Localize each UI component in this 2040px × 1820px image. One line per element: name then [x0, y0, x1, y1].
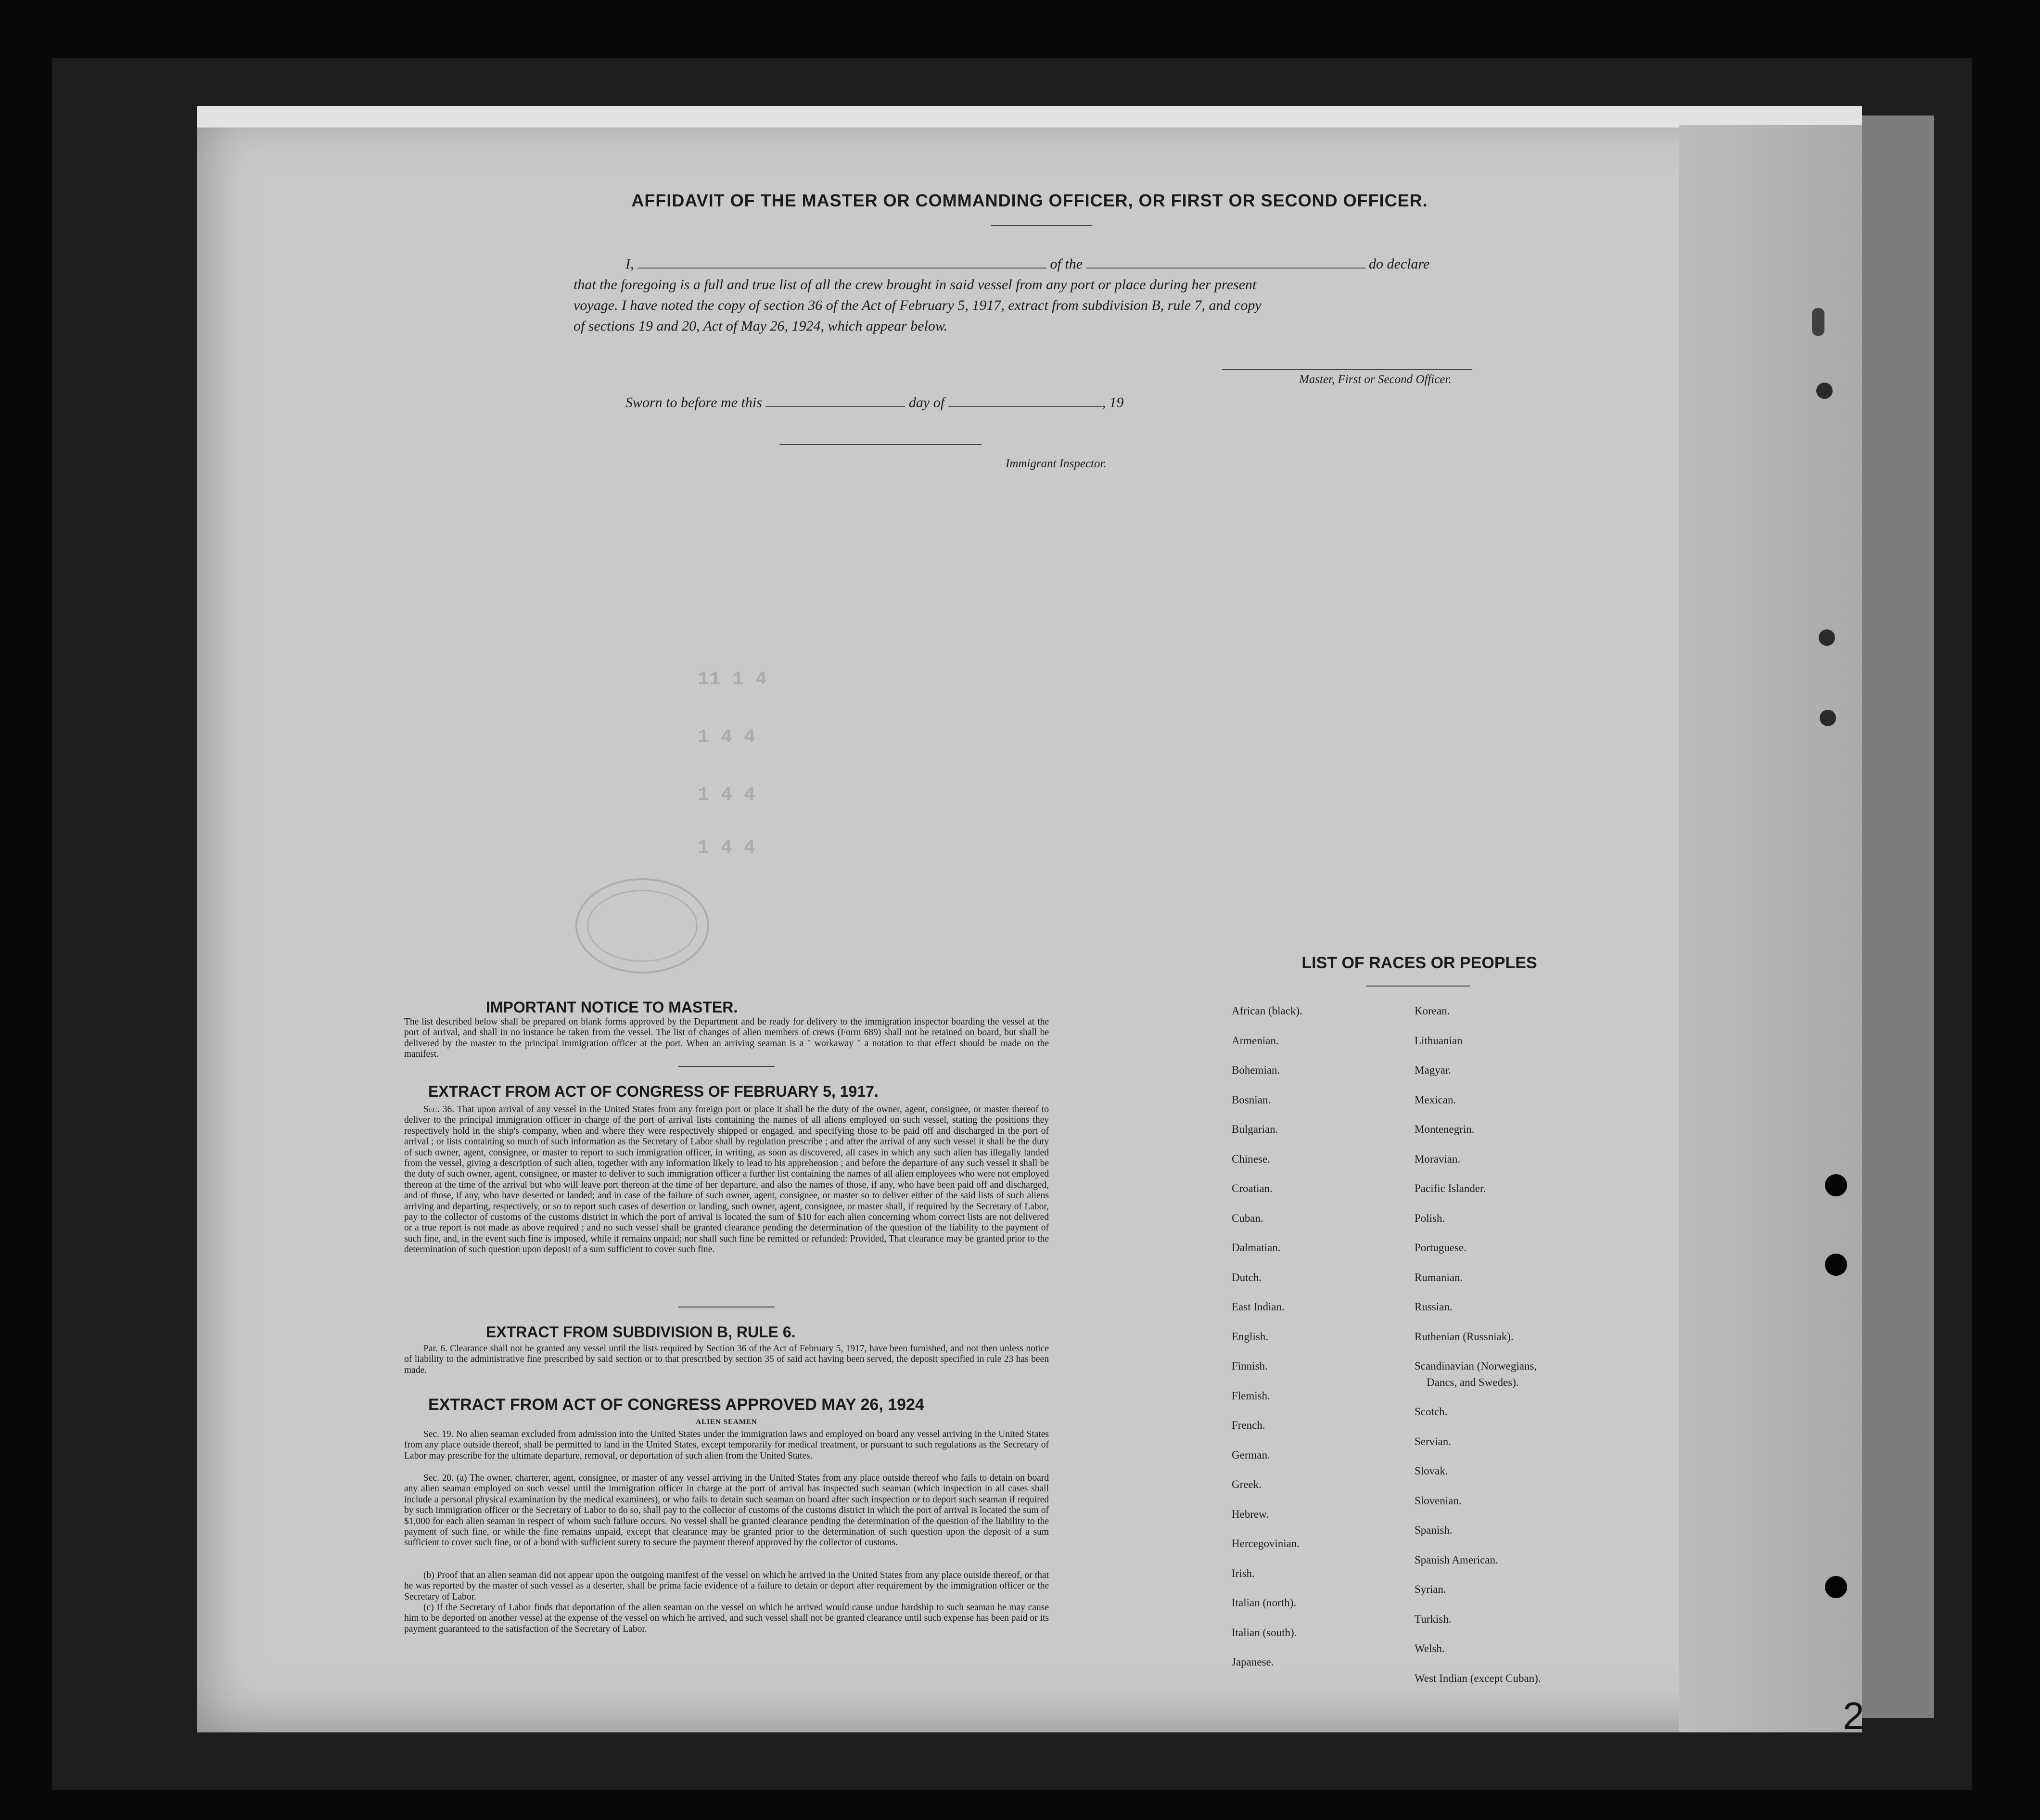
affidavit-line-1 [625, 256, 1429, 272]
race-item: German. [1232, 1448, 1270, 1461]
bleed-through-strip [1679, 125, 1862, 1732]
inspector-label: Immigrant Inspector. [1006, 457, 1107, 470]
punch-hole [1825, 1174, 1847, 1196]
race-item: East Indian. [1232, 1301, 1285, 1313]
race-item: French. [1232, 1419, 1265, 1431]
extract-rule6-title: EXTRACT FROM SUBDIVISION B, RULE 6. [486, 1323, 796, 1341]
race-item: Syrian. [1415, 1583, 1446, 1595]
extract-1917-text [404, 1104, 1049, 1256]
bleed-through-mark: 1 4 4 [698, 837, 756, 859]
race-item: Turkish. [1415, 1613, 1452, 1625]
extract-1917-title: EXTRACT FROM ACT OF CONGRESS OF FEBRUARY 5, 1917. [428, 1083, 879, 1100]
race-item: Ruthenian (Russniak). [1415, 1330, 1514, 1343]
affidavit-line-3: voyage. I have noted the copy of section 36 of the Act of February 5, 1917, extract from subdivision B, rule 7, and copy [574, 297, 1262, 313]
bleed-through-mark: 11 1 4 [698, 669, 767, 691]
race-item: Armenian. [1232, 1034, 1279, 1047]
race-item: Bosnian. [1232, 1093, 1271, 1106]
race-item: West Indian (except Cuban). [1415, 1672, 1541, 1684]
margin-mark: 2 [1843, 1694, 1864, 1737]
name-blank[interactable] [638, 256, 1046, 269]
affidavit-line-2: that the foregoing is a full and true list of all the crew brought in said vessel from any port or place during her present [574, 277, 1257, 293]
race-item: Bohemian. [1232, 1064, 1280, 1076]
race-item: English. [1232, 1330, 1269, 1343]
races-divider [1366, 986, 1470, 987]
race-item: Lithuanian [1415, 1034, 1463, 1047]
race-item: Slovak. [1415, 1465, 1448, 1477]
inspector-signature-line[interactable] [779, 444, 982, 445]
race-item: Dutch. [1232, 1271, 1262, 1283]
bleed-through-mark: 1 4 4 [698, 727, 756, 748]
race-item: Servian. [1415, 1435, 1452, 1448]
race-item: Italian (south). [1232, 1626, 1297, 1639]
sec-36-body: That upon arrival of any vessel in the United States from any foreign port or place it shall be the duty of the owner, agent, consignee, or master thereof to deliver to the principal immigration officer in charge of the port of arrival lists containing the names of all aliens employed on such vessel, stating the positions they respectively hold in the ship's company, when and where they were respectively shipped or engaged, and specifying those to be paid off and discharged in the port of arrival ; or lists containing so much of such information as the Secretary of Labor shall by regulation prescribe ; and after the arrival of any such vessel it shall be the duty of such owner, agent, consignee, or master to report to such immigration officer, in writing, as soon as discovered, all cases in which any such alien has illegally landed from the vessel, giving a description of such alien, together with any information likely to lead to his apprehension ; and before the departure of any such vessel it shall be the duty of such owner, agent, consignee, or master to deliver to such immigration officer a further list containing the names of all alien employees who were not employed thereon at the time of the arrival but who will leave port thereon at the time of her departure, and also the names of those, if any, who have been paid off and discharged, and of those, if any, who have deserted or landed; and in case of the failure of such owner, agent, consignee, or master so to deliver either of the said lists of such aliens arriving and departing, respectively, or so to report such cases of desertion or landing, such owner, agent, consignee, or master shall, if required by the Secretary of Labor, pay to the collector of customs of the customs district in which the port of arrival is located the sum of $10 for each alien concerning whom correct lists are not delivered or a true report is not made as above required ; and no such vessel shall be granted clearance pending the determination of the question of the liability to the payment of such fine, and, in the event such fine is imposed, while it remains unpaid; nor shall such fine be remitted or refunded: Provided, That clearance may be granted prior to the determination of such question upon deposit of a sum sufficient to cover such fine. [404, 1104, 1049, 1255]
race-item: Cuban. [1232, 1212, 1263, 1224]
punch-hole [1825, 1254, 1847, 1276]
race-item: Croatian. [1232, 1182, 1273, 1194]
alien-seamen-heading: ALIEN SEAMEN [696, 1418, 757, 1426]
sworn-month-blank[interactable] [948, 395, 1102, 407]
race-item: Slovenian. [1415, 1494, 1462, 1507]
vessel-blank[interactable] [1086, 256, 1365, 269]
bleed-through-mark: 1 4 4 [698, 784, 756, 806]
race-item: Hercegovinian. [1232, 1538, 1300, 1550]
race-item: Finnish. [1232, 1360, 1268, 1372]
race-item: Hebrew. [1232, 1508, 1269, 1520]
race-item: Magyar. [1415, 1064, 1452, 1076]
race-item: Portuguese. [1415, 1242, 1466, 1254]
race-item: Russian. [1415, 1301, 1453, 1313]
rivet [1816, 383, 1833, 399]
sworn-line [625, 395, 1124, 411]
sec-20b-text: (b) Proof that an alien seaman did not appear upon the outgoing manifest of the vessel on which he arrived in the United States from any place outside thereof, or that he was reported by the master of such vessel as a deserter, shall be prima facie evidence of a failure to detain or deport after requirement by the immigration officer or the Secretary of Labor. [404, 1570, 1049, 1602]
race-item: Mexican. [1415, 1093, 1456, 1106]
race-item: Italian (north). [1232, 1597, 1297, 1609]
master-label: Master, First or Second Officer. [1299, 373, 1452, 386]
sec-20c-text: (c) If the Secretary of Labor finds that deportation of the alien seaman on the vessel on which he arrived would cause undue hardship to such seaman he may cause him to be deported on another vessel at the expense of the vessel on which he arrived, and such vessel shall not be granted clearance until such expense has been paid or its payment guaranteed to the satisfaction of the Secretary of Labor. [404, 1602, 1049, 1634]
races-title: LIST OF RACES OR PEOPLES [1301, 954, 1537, 972]
race-item: Scotch. [1415, 1406, 1448, 1418]
race-item: Dalmatian. [1232, 1242, 1281, 1254]
race-item: Greek. [1232, 1478, 1262, 1490]
race-item: Scandinavian (Norwegians, [1415, 1360, 1537, 1372]
title-divider [991, 225, 1092, 226]
document-page [197, 106, 1862, 1732]
race-item: African (black). [1232, 1005, 1302, 1017]
faded-stamp [575, 878, 709, 974]
master-signature-line[interactable] [1222, 369, 1472, 370]
binding-clip [1812, 308, 1824, 336]
race-item: Montenegrin. [1415, 1123, 1475, 1135]
sec-20a-text: Sec. 20. (a) The owner, charterer, agent, consignee, or master of any vessel arriving in the United States from any place outside thereof who fails to detain on board any alien seaman employed on such vessel until the immigration officer in charge at the port of arrival has inspected such seaman (which inspection in all cases shall include a personal physical examination by the medical examiners), or who fails to detain such seaman on board after such inspection or to deport such seaman if required by such immigration officer or the Secretary of Labor to do so, shall pay to the collector of customs of the customs district in which the port of arrival is located the sum of $1,000 for each alien seaman in respect of whom such failure occurs. No vessel shall be granted clearance pending the determination of the question of the liability to the payment of such fine, or while the fine remains unpaid, except that clearance may be granted prior to the determination of such question upon the deposit of a sum sufficient to cover such fine, or of a bond with sufficient surety to secure the payment thereof approved by the collector of customs. [404, 1473, 1049, 1548]
race-item: Dancs, and Swedes). [1427, 1376, 1519, 1388]
notice-title: IMPORTANT NOTICE TO MASTER. [486, 999, 738, 1016]
affidavit-line-4: of sections 19 and 20, Act of May 26, 1924, which appear below. [574, 318, 948, 334]
race-item: Rumanian. [1415, 1271, 1463, 1283]
sec-19-text: Sec. 19. No alien seaman excluded from admission into the United States under the immigration laws and employed on board any vessel arriving in the United States from any place outside thereof, shall be permitted to land in the United States, except temporarily for medical treatment, or pursuant to such regulations as the Secretary of Labor may prescribe for the ultimate departure, removal, or deportation of such alien from the United States. [404, 1429, 1049, 1461]
extract-1924-title: EXTRACT FROM ACT OF CONGRESS APPROVED MAY 26, 1924 [428, 1396, 924, 1414]
notice-text: The list described below shall be prepared on blank forms approved by the Department and be ready for delivery to the immigration inspector boarding the vessel at the port of arrival, and shall in no instance be taken from the vessel. The list of changes of alien members of crews (Form 689) shall not be retained on board, but shall be delivered by the master to the principal immigration officer at the port. When an arriving seaman is a " workaway " a notation to that effect should be made on the manifest. [404, 1017, 1049, 1060]
sworn-day-blank[interactable] [765, 395, 905, 407]
sworn-prefix: Sworn to before me this [625, 395, 762, 410]
race-item: Bulgarian. [1232, 1123, 1278, 1135]
race-item: Spanish. [1415, 1524, 1453, 1536]
race-item: Pacific Islander. [1415, 1182, 1486, 1194]
section-divider [678, 1066, 775, 1067]
sworn-year: , 19 [1102, 395, 1124, 410]
rivet [1819, 629, 1835, 646]
affidavit-title: AFFIDAVIT OF THE MASTER OR COMMANDING OFFICER, OR FIRST OR SECOND OFFICER. [631, 191, 1428, 210]
race-item: Polish. [1415, 1212, 1445, 1224]
race-item: Korean. [1415, 1005, 1450, 1017]
race-item: Welsh. [1415, 1642, 1445, 1654]
rivet [1820, 710, 1836, 726]
punch-hole [1825, 1576, 1847, 1598]
race-item: Irish. [1232, 1567, 1255, 1579]
race-item: Japanese. [1232, 1656, 1274, 1668]
affidavit-i: I, [625, 256, 634, 272]
sworn-day-of: day of [908, 395, 945, 410]
race-item: Spanish American. [1415, 1553, 1498, 1566]
race-item: Chinese. [1232, 1153, 1270, 1165]
extract-rule6-text: Par. 6. Clearance shall not be granted any vessel until the lists required by Section 36 of the Act of February 5, 1917, have been furnished, and not then unless notice of liability to the administrative fine prescribed by said section or to that prescribed by section 35 of said act having been served, the deposit specified in rule 23 has been made. [404, 1344, 1049, 1375]
race-item: Moravian. [1415, 1153, 1461, 1165]
affidavit-do-declare: do declare [1369, 256, 1430, 272]
race-item: Flemish. [1232, 1389, 1270, 1402]
affidavit-of-the: of the [1050, 256, 1083, 272]
sec-36-label: Sec. 36. [423, 1104, 455, 1115]
